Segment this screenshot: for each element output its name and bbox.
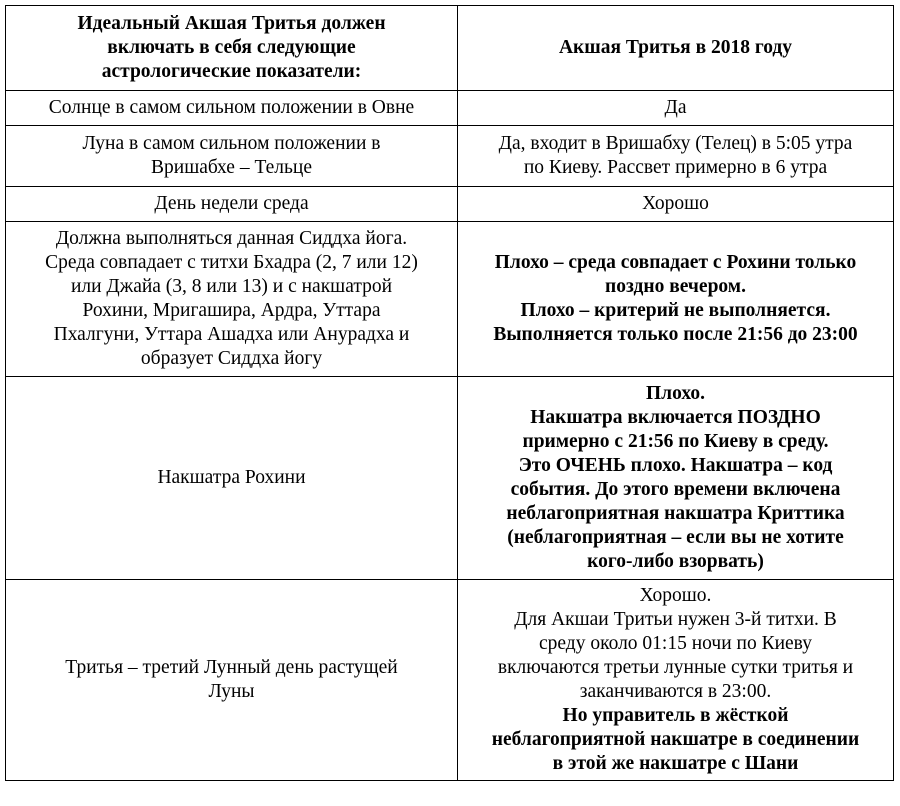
table-row [6,222,894,377]
criterion-line: образует Сиддха йогу [140,348,323,369]
header-left-line: включать в себя следующие [107,37,356,58]
status-line: Накшатра включается ПОЗДНО [530,407,821,428]
criterion-cell [6,126,458,187]
status-line: Плохо – критерий не выполняется. [520,300,831,321]
criterion-line: Тритья – третий Лунный день растущей [65,657,398,678]
status-line: (неблагоприятная – если вы не хотите [507,527,844,548]
status-line: среду около 01:15 ночи по Киеву [539,633,812,654]
status-line: кого-либо взорвать) [587,551,764,572]
status-line: поздно вечером. [605,276,746,297]
table-header-row [6,6,894,91]
status-line-bold: неблагоприятной накшатре в соединении [491,729,860,750]
criterion-cell [6,377,458,580]
criterion-line: Вришабхе – Тельце [151,157,312,178]
criterion-line: Накшатра Рохини [157,467,306,488]
status-line: Хорошо. [639,585,712,606]
status-line: примерно с 21:56 по Киеву в среду. [522,431,829,452]
header-right-text: Акшая Тритья в 2018 году [558,37,793,58]
status-line: неблагоприятная накшатра Криттика [506,503,845,524]
criterion-line: Пхалгуни, Уттара Ашадха или Анурадха и [53,324,410,345]
table-row [6,580,894,781]
status-cell [458,580,894,781]
criterion-line: Среда совпадает с титхи Бхадра (2, 7 или 12) [45,252,418,273]
criterion-line: Солнце в самом сильном положении в Овне [48,97,415,118]
astrology-criteria-table [5,5,894,781]
table-row [6,377,894,580]
status-line: по Киеву. Рассвет примерно в 6 утра [523,157,828,178]
status-line: включаются третьи лунные сутки тритья и [497,657,854,678]
criterion-line: или Джайа (3, 8 или 13) и с накшатрой [70,276,393,297]
criterion-cell [6,91,458,126]
status-line: Выполняется только после 21:56 до 23:00 [493,324,858,345]
status-cell [458,126,894,187]
status-line: Для Акшаи Тритьи нужен 3-й титхи. В [514,609,837,630]
status-line: заканчиваются в 23:00. [579,681,772,702]
criterion-cell [6,580,458,781]
status-line: Да [664,97,687,118]
status-line: Плохо – среда совпадает с Рохини только [494,252,857,273]
header-left-line: Идеальный Акшая Тритья должен [77,13,386,34]
criterion-line: День недели среда [154,193,309,214]
status-line: Это ОЧЕНЬ плохо. Накшатра – код [518,455,833,476]
table-row [6,187,894,222]
status-line: Хорошо [642,193,709,214]
status-line: события. До этого времени включена [510,479,841,500]
status-cell [458,222,894,377]
criterion-line: Луны [208,681,255,702]
status-line-bold: Но управитель в жёсткой [562,705,789,726]
criterion-cell [6,187,458,222]
status-line-bold: в этой же накшатре с Шани [552,753,799,774]
header-criteria-cell [6,6,458,91]
criterion-line: Луна в самом сильном положении в [82,133,381,154]
status-line: Да, входит в Вришабху (Телец) в 5:05 утра [498,133,853,154]
header-year-cell [458,6,894,91]
status-cell [458,91,894,126]
header-left-line: астрологические показатели: [101,61,362,82]
status-cell [458,377,894,580]
criterion-line: Должна выполняться данная Сиддха йога. [55,228,408,249]
status-cell [458,187,894,222]
status-line: Плохо. [645,383,705,404]
criterion-cell [6,222,458,377]
table-row [6,91,894,126]
table-row [6,126,894,187]
criterion-line: Рохини, Мригашира, Ардра, Уттара [82,300,381,321]
